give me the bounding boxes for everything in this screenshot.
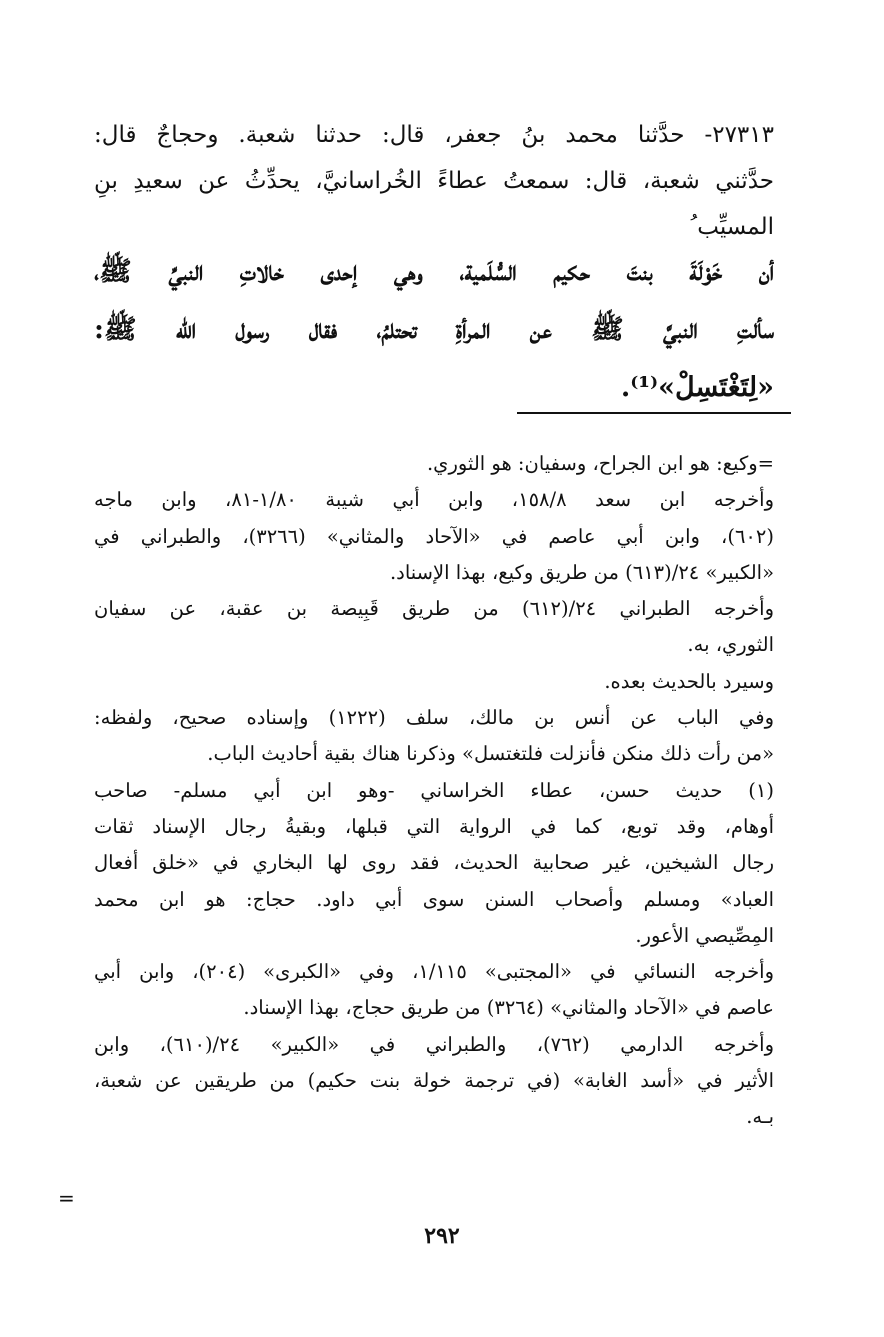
hadith-matn xyxy=(94,243,774,417)
footnote-line: (٦٠٢)، وابن أبي عاصم في «الآحاد والمثاني» (٣٢٦٦)، والطبراني في xyxy=(94,524,774,548)
footnote-line: رجال الشيخين، غير صحابية الحديث، فقد روى لها البخاري في «خلق أفعال xyxy=(94,851,774,875)
matn-line: «لِتَغْتَسِلْ»⁽¹⁾. xyxy=(620,372,774,403)
isnad-line: ٢٧٣١٣- حدَّثنا محمد بنُ جعفر، قال: حدثنا شعبة. وحجاجٌ قال: xyxy=(94,122,774,148)
footnote-line: الأثير في «أسد الغابة» (في ترجمة خولة بنت حكيم) من طريقين عن شعبة، xyxy=(94,1069,774,1093)
page-number: ٢٩٢ xyxy=(424,1223,460,1249)
footnote-line: وفي الباب عن أنس بن مالك، سلف (١٢٢٢) وإسناده صحيح، ولفظه: xyxy=(94,706,774,730)
footnote-line: أوهام، وقد توبع، كما في الرواية التي قبلها، وبقيةُ رجال الإسناد ثقات xyxy=(94,814,774,838)
footnotes xyxy=(94,446,774,1136)
footnote-line: الثوري، به. xyxy=(687,633,774,657)
isnad-line: المسيِّب ُ xyxy=(690,214,774,240)
hadith-isnad xyxy=(94,112,774,250)
footnote-line: «من رأت ذلك منكن فأنزلت فلتغتسل» وذكرنا هناك بقية أحاديث الباب. xyxy=(207,742,774,766)
footnote-line: المِصِّيصي الأعور. xyxy=(635,923,774,947)
matn-line: أن خَوْلَةَ بنتَ حكيم السُّلَمية، وهي إحدى خالاتِ النبيِّ ﷺ، xyxy=(94,256,774,287)
footnote-line: عاصم في «الآحاد والمثاني» (٣٢٦٤) من طريق حجاج، بهذا الإسناد. xyxy=(243,996,774,1020)
continuation-mark: = xyxy=(58,1186,75,1210)
isnad-line: حدَّثني شعبة، قال: سمعتُ عطاءً الخُراسانيَّ، يحدِّثُ عن سعيدِ بنِ xyxy=(94,168,774,194)
footnote-divider xyxy=(517,412,791,414)
footnote-line: وأخرجه ابن سعد ١٥٨/٨، وابن أبي شيبة ١/٨٠-٨١، وابن ماجه xyxy=(94,488,774,512)
footnote-line: «الكبير» ٢٤/(٦١٣) من طريق وكيع، بهذا الإسناد. xyxy=(389,560,774,584)
footnote-line: =وكيع: هو ابن الجراح، وسفيان: هو الثوري. xyxy=(426,452,774,475)
footnote-line: بـه. xyxy=(746,1105,774,1129)
footnote-line: وأخرجه الدارمي (٧٦٢)، والطبراني في «الكبير» ٢٤/(٦١٠)، وابن xyxy=(94,1032,774,1056)
footnote-line: وأخرجه الطبراني ٢٤/(٦١٢) من طريق قَبِيصة بن عقبة، عن سفيان xyxy=(94,597,774,621)
footnote-line: وأخرجه النسائي في «المجتبى» ١/١١٥، وفي «الكبرى» (٢٠٤)، وابن أبي xyxy=(94,960,774,984)
matn-line: سألتِ النبيَّ ﷺ عن المرأةِ تحتلمُ، فقال رسول الله ﷺ: xyxy=(94,314,774,345)
footnote-line: وسيرد بالحديث بعده. xyxy=(604,669,774,693)
footnote-line: العباد» ومسلم وأصحاب السنن سوى أبي داود. حجاج: هو ابن محمد xyxy=(94,887,774,911)
footnote-line: (١) حديث حسن، عطاء الخراساني -وهو ابن أبي مسلم- صاحب xyxy=(94,778,774,802)
